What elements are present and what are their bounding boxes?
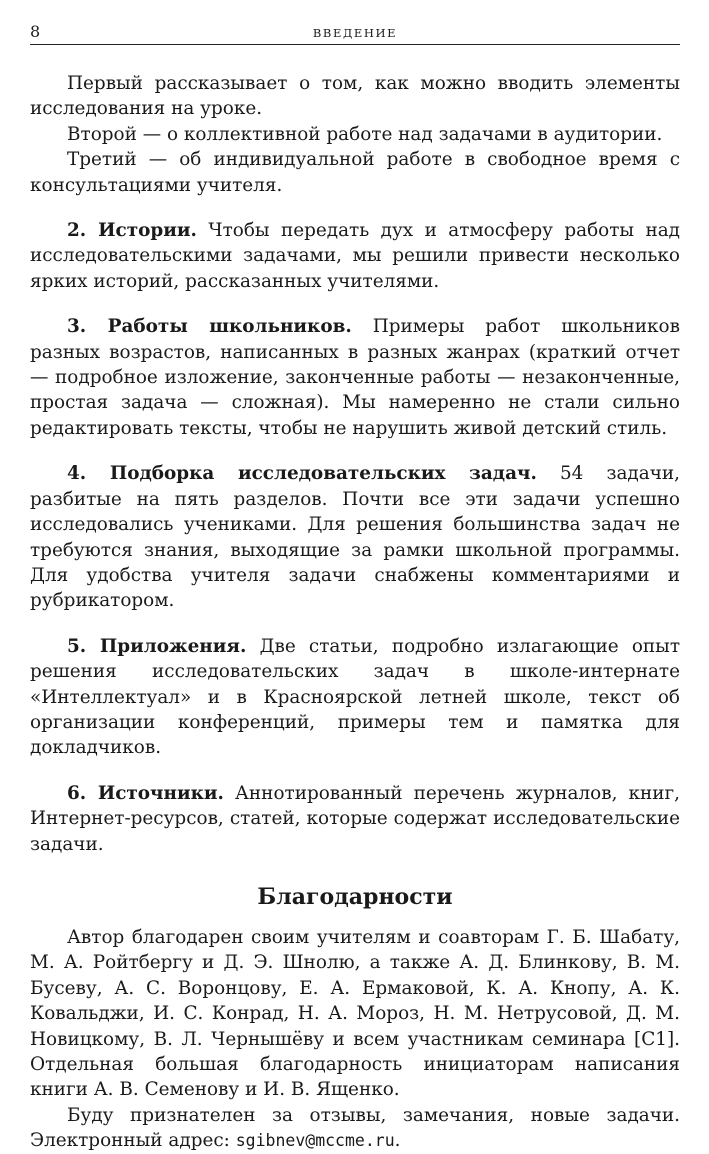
section-text: Аннотированный перечень журналов, книг, Интернет-ресурсов, статей, которые содержат исследовательские задачи. bbox=[30, 782, 680, 855]
acknowledgements-paragraph: Автор благодарен своим учителям и соавторам Г. Б. Шабату, М. А. Ройтбергу и Д. Э. Шнолю, а также А. Д. Блинкову, В. М. Бусеву, А. С. Воронцову, Е. А. Ермаковой, К. А. Кнопу, А. К. Ковальджи, И. С. Конрад, Н. А. Мороз, Н. М. Нетрусовой, Д. М. Новицкому, В. Л. Чернышёву и всем участникам семинара [С1]. Отдельная большая благодарность инициаторам написания книги А. В. Семенову и И. В. Ященко. bbox=[30, 926, 680, 1101]
section-appendices bbox=[30, 634, 680, 761]
section-text: 54 задачи, разбитые на пять разделов. Почти все эти задачи успешно исследовались учениками. Для решения большинства задач не требуются знания, выходящие за рамки школьной программы. Для удобства учителя задачи снабжены комментариями и рубрикатором. bbox=[30, 463, 680, 612]
page-number: 8 bbox=[30, 22, 41, 41]
running-header bbox=[30, 22, 680, 45]
section-text: Чтобы передать дух и атмосферу работы над исследовательскими задачами, мы решили привести несколько ярких историй, рассказанных учителями. bbox=[30, 220, 680, 292]
section-stories bbox=[30, 218, 680, 294]
intro-paragraph-2: Второй — о коллективной работе над задачами в аудитории. bbox=[67, 123, 663, 145]
section-lead: 4. Подборка исследовательских задач. bbox=[67, 463, 537, 485]
feedback-paragraph bbox=[30, 1103, 680, 1154]
section-sources bbox=[30, 781, 680, 857]
email-address: sgibnev@mccme.ru bbox=[235, 1131, 395, 1151]
acknowledgements-heading: Благодарности bbox=[257, 883, 453, 910]
section-lead: 6. Источники. bbox=[67, 782, 224, 804]
book-page bbox=[30, 0, 680, 1152]
section-lead: 3. Работы школьников. bbox=[67, 316, 352, 338]
section-lead: 5. Приложения. bbox=[67, 635, 247, 657]
feedback-trailing: . bbox=[394, 1130, 401, 1152]
section-lead: 2. Истории. bbox=[67, 220, 197, 242]
intro-paragraph-3: Третий — об индивидуальной работе в свободное время с консультациями учителя. bbox=[30, 149, 680, 196]
section-student-works bbox=[30, 314, 680, 441]
intro-paragraph-1: Первый рассказывает о том, как можно вводить элементы исследования на уроке. bbox=[30, 73, 680, 120]
feedback-text: Буду признателен за отзывы, замечания, новые задачи. Электронный адрес: bbox=[30, 1104, 680, 1152]
running-title: ВВЕДЕНИЕ bbox=[312, 26, 398, 40]
main-text bbox=[30, 71, 680, 1154]
section-text: Примеры работ школьников разных возрастов, написанных в разных жанрах (краткий отчет — подробное изложение, законченные работы — незаконченные, простая задача — сложная). Мы намеренно не стали сильно редактировать тексты, чтобы не нарушить живой детский стиль. bbox=[30, 316, 680, 439]
section-text: Две статьи, подробно излагающие опыт решения исследовательских задач в школе-интернате «Интеллектуал» и в Красноярской летней школе, текст об организации конференций, примеры тем и памятка для докладчиков. bbox=[30, 635, 680, 759]
section-problem-collection bbox=[30, 461, 680, 613]
